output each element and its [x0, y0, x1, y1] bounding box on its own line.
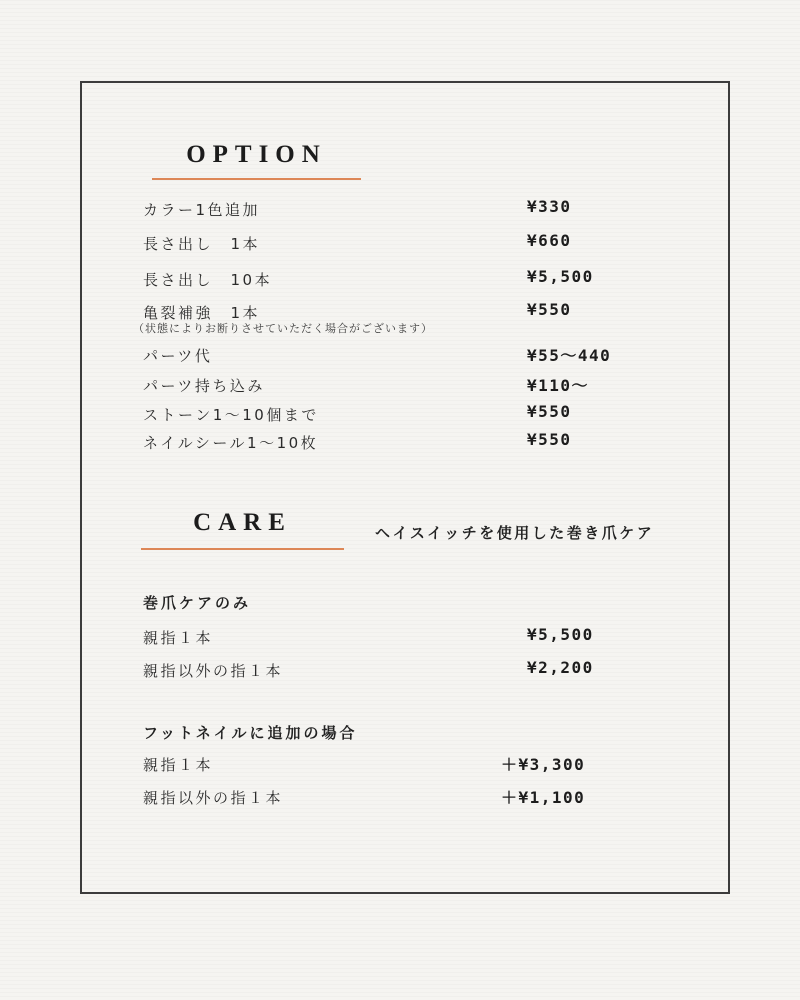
item-label: 親指１本 [143, 629, 214, 647]
item-label: ネイルシール1〜10枚 [143, 434, 319, 452]
item-label: 親指以外の指１本 [143, 662, 284, 680]
care-group-heading [0, 592, 800, 614]
option-row [0, 233, 800, 255]
option-row [0, 432, 800, 454]
item-price: ¥330 [527, 197, 572, 216]
item-price: ＋¥1,100 [501, 788, 586, 807]
item-label: 長さ出し 10本 [143, 271, 273, 289]
item-price: ¥5,500 [527, 267, 594, 286]
care-row [0, 660, 800, 682]
group-heading-label: フットネイルに追加の場合 [143, 724, 358, 742]
care-subtitle: ヘイスイッチを使用した巻き爪ケア [375, 524, 655, 542]
item-label: 長さ出し 1本 [143, 235, 261, 253]
care-row [0, 754, 800, 776]
option-row [0, 269, 800, 291]
group-heading-label: 巻爪ケアのみ [143, 594, 252, 612]
item-label: 親指１本 [143, 756, 214, 774]
item-price: ¥110〜 [527, 376, 590, 395]
care-group-heading [0, 722, 800, 744]
item-price: ¥550 [527, 402, 572, 421]
item-price: ¥55〜440 [527, 346, 612, 365]
item-label: 亀裂補強 1本 [143, 304, 261, 322]
item-price: ＋¥3,300 [501, 755, 586, 774]
care-section-title: CARE [193, 509, 292, 536]
item-label: パーツ代 [143, 347, 213, 365]
option-row [0, 375, 800, 397]
item-price: ¥550 [527, 300, 572, 319]
option-row [0, 199, 800, 221]
item-price: ¥660 [527, 231, 572, 250]
item-price: ¥2,200 [527, 658, 594, 677]
item-label: ストーン1〜10個まで [143, 406, 319, 424]
care-row [0, 627, 800, 649]
item-label: 親指以外の指１本 [143, 789, 284, 807]
care-row [0, 787, 800, 809]
item-label: パーツ持ち込み [143, 377, 265, 395]
option-title-underline [152, 178, 361, 180]
item-label: カラー1色追加 [143, 201, 261, 219]
item-note: （状態によりお断りさせていただく場合がございます） [133, 322, 433, 335]
care-title-underline [141, 548, 344, 550]
option-section-title: OPTION [186, 141, 327, 168]
option-row [0, 404, 800, 426]
item-price: ¥5,500 [527, 625, 594, 644]
option-row [0, 345, 800, 367]
item-price: ¥550 [527, 430, 572, 449]
